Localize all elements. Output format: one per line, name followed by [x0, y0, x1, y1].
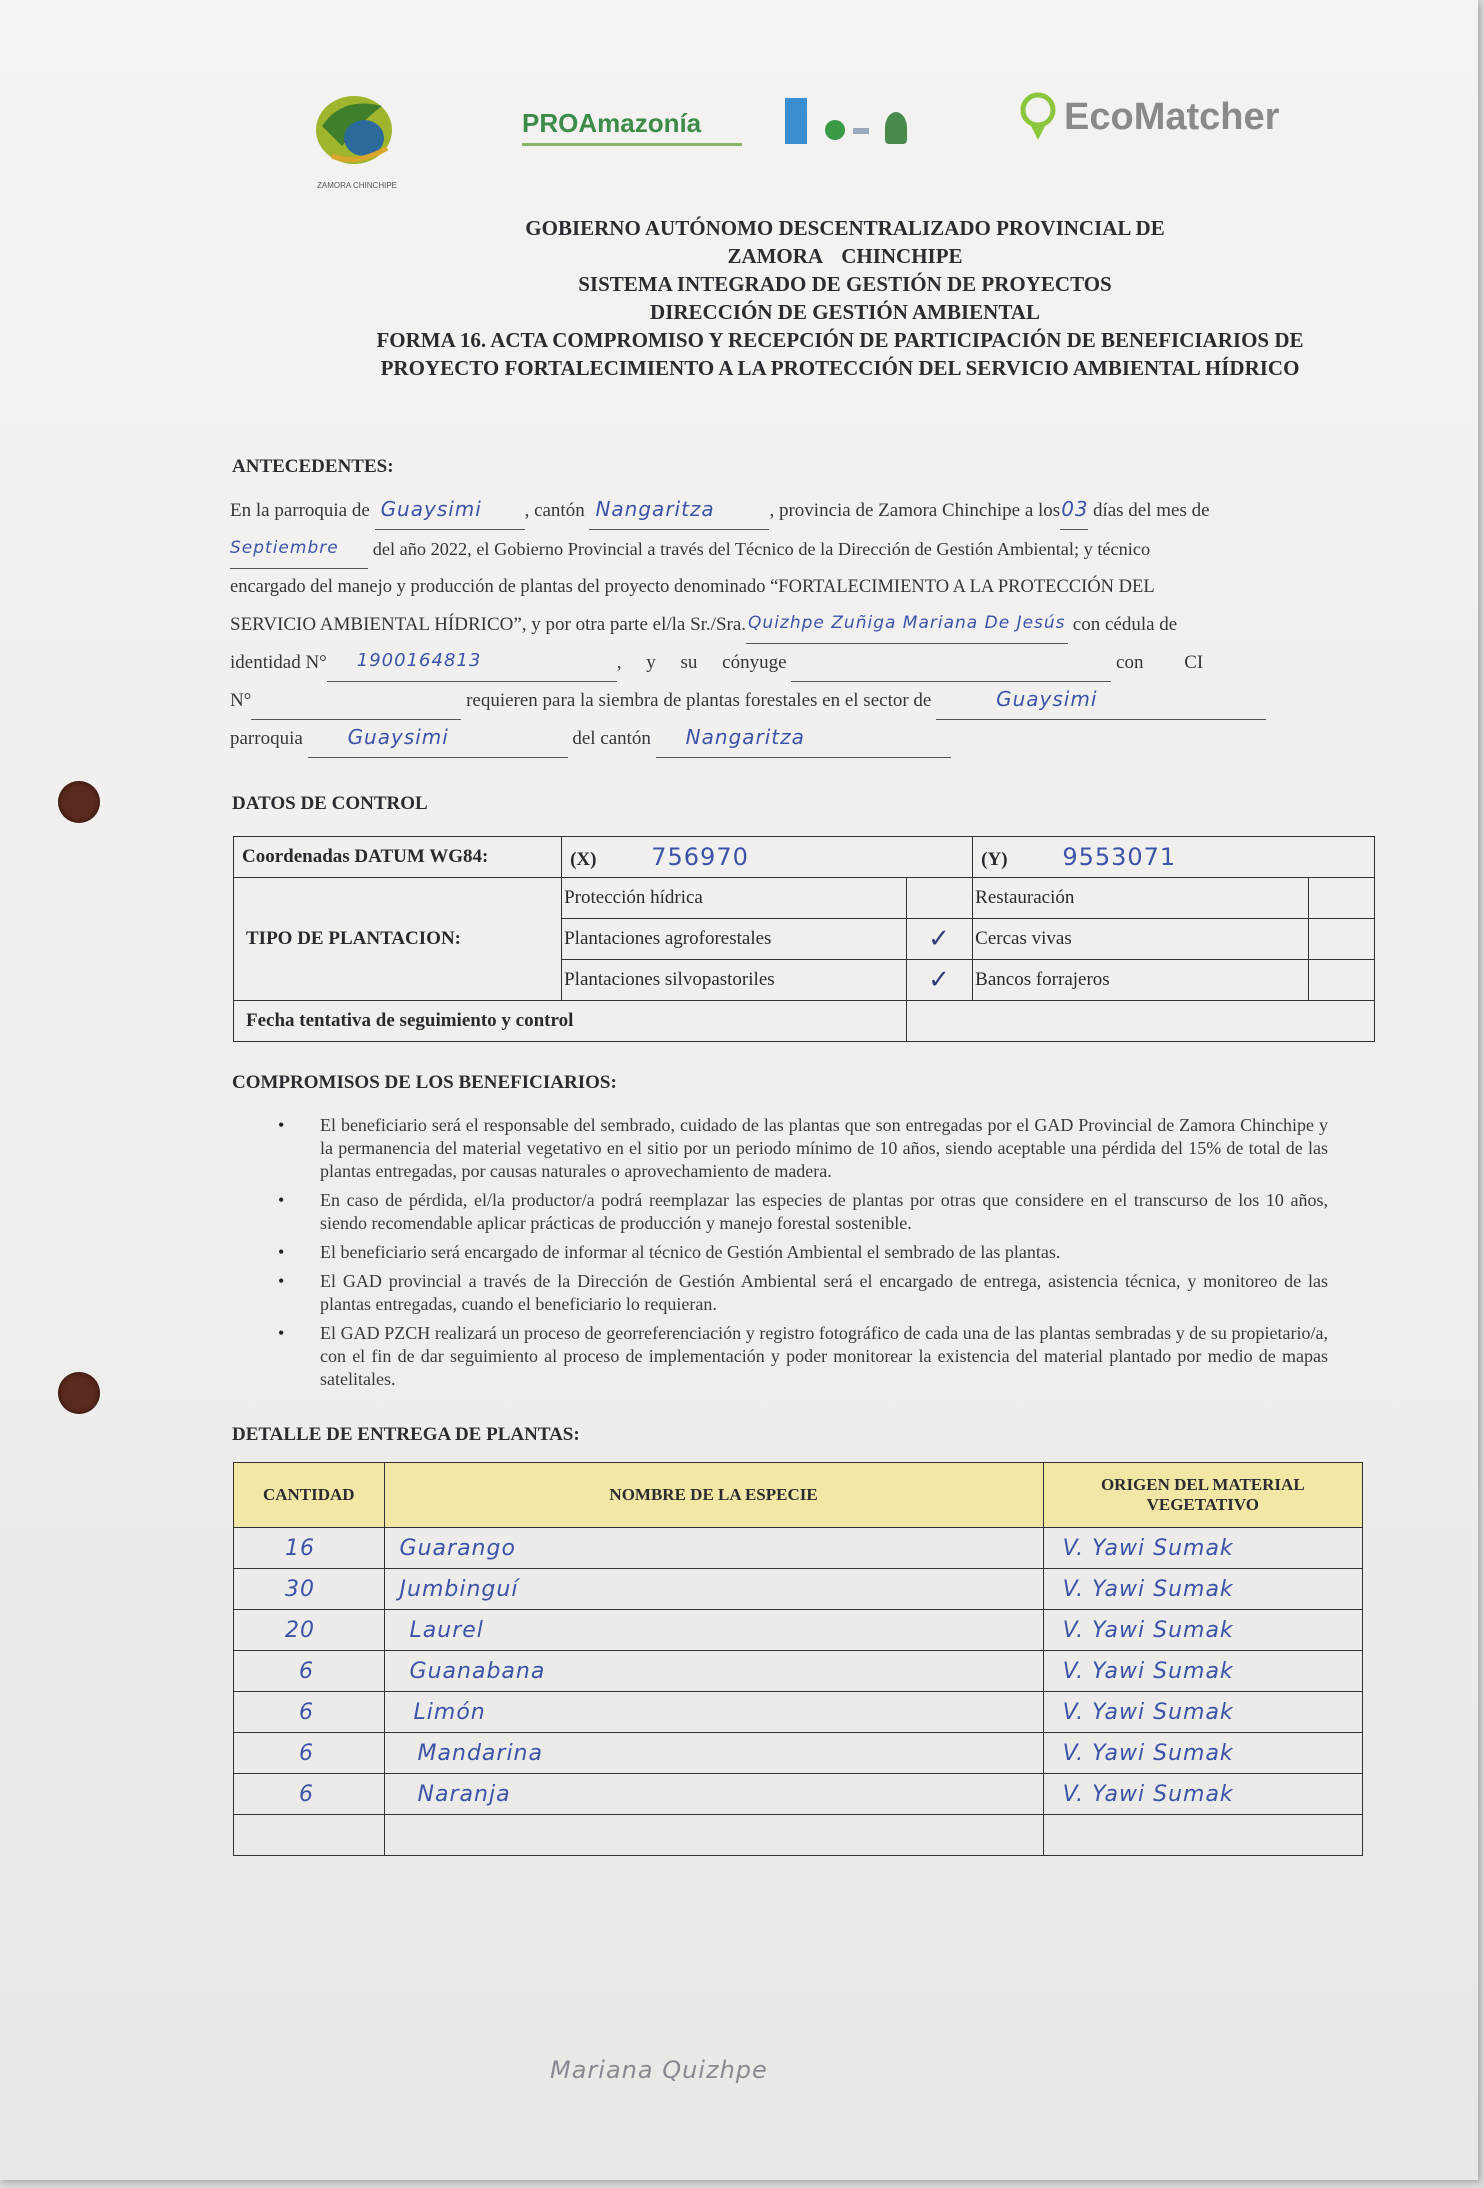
plants-table: [233, 1462, 1363, 1856]
antecedentes-line-7: parroquia Guaysimi del cantón Nangaritza: [230, 720, 1330, 758]
origen-cell[interactable]: V. Yawi Sumak: [1043, 1528, 1362, 1569]
option-restauracion: Restauración: [973, 878, 1309, 919]
especie-cell[interactable]: Jumbinguí: [384, 1569, 1043, 1610]
cantidad-cell[interactable]: 20: [234, 1610, 385, 1651]
check-agroforestales[interactable]: ✓: [906, 919, 972, 960]
table-row: [234, 1528, 1363, 1569]
proamazonia-text: PROAmazonía: [522, 108, 702, 138]
especie-cell[interactable]: Guanabana: [384, 1651, 1043, 1692]
check-silvopastoriles[interactable]: ✓: [906, 960, 972, 1001]
origen-cell[interactable]: [1043, 1815, 1362, 1856]
compromiso-item: • El GAD provincial a través de la Dirección de Gestión Ambiental será el encargado de entrega, asistencia técnica, y monitoreo de las plantas entregadas, cuando el beneficiario lo requieran.: [278, 1270, 1328, 1316]
option-cercas-vivas: Cercas vivas: [973, 919, 1309, 960]
proamazonia-logo: [522, 108, 762, 158]
undp-icon: [785, 98, 807, 144]
coord-label: Coordenadas DATUM WG84:: [234, 837, 562, 878]
compromiso-item: • En caso de pérdida, el/la productor/a podrá reemplazar las especies de plantas por otras que considere en el transcurso de los 10 años, siendo recomendable aplicar prácticas de producción y manejo forestal sostenible.: [278, 1189, 1328, 1235]
check-bancos-forrajeros[interactable]: [1309, 960, 1375, 1001]
antecedentes-line-1: En la parroquia de Guaysimi , cantón Nangaritza , provincia de Zamora Chinchipe a los 03 días del mes de: [230, 492, 1330, 530]
conyuge-ci-field[interactable]: [251, 691, 461, 720]
check-cercas-vivas[interactable]: [1309, 919, 1375, 960]
compromisos-title: COMPROMISOS DE LOS BENEFICIARIOS:: [232, 1072, 617, 1093]
ecomatcher-text: EcoMatcher: [1064, 96, 1280, 138]
col-especie: NOMBRE DE LA ESPECIE: [384, 1463, 1043, 1528]
tipo-label: TIPO DE PLANTACION:: [234, 878, 562, 1001]
antecedentes-line-5: identidad N° 1900164813 , y su cónyuge con CI: [230, 644, 1330, 682]
gad-zamora-caption: ZAMORA CHINCHIPE: [316, 181, 397, 190]
mes-field[interactable]: Septiembre: [230, 540, 368, 569]
signature: Mariana Quizhpe: [550, 2056, 768, 2084]
y-coordinate-value: 9553071: [1062, 843, 1177, 871]
option-bancos-forrajeros: Bancos forrajeros: [973, 960, 1309, 1001]
origen-cell[interactable]: V. Yawi Sumak: [1043, 1651, 1362, 1692]
check-proteccion-hidrica[interactable]: [906, 878, 972, 919]
header-line-6: PROYECTO FORTALECIMIENTO A LA PROTECCIÓN DEL SERVICIO AMBIENTAL HÍDRICO: [380, 356, 1300, 380]
origen-cell[interactable]: V. Yawi Sumak: [1043, 1774, 1362, 1815]
punch-hole-bottom: [58, 1372, 100, 1414]
header-line-3: SISTEMA INTEGRADO DE GESTIÓN DE PROYECTOS: [578, 272, 1112, 296]
antecedentes-title: ANTECEDENTES:: [232, 456, 394, 477]
green-dot-icon: [825, 120, 845, 140]
origen-cell[interactable]: V. Yawi Sumak: [1043, 1569, 1362, 1610]
parroquia2-field[interactable]: Guaysimi: [308, 729, 568, 758]
especie-cell[interactable]: Mandarina: [384, 1733, 1043, 1774]
nombre-field[interactable]: Quizhpe Zuñiga Mariana De Jesús: [746, 615, 1068, 644]
cantidad-cell[interactable]: 6: [234, 1733, 385, 1774]
logo-bar: [290, 80, 1340, 200]
cantidad-cell[interactable]: 6: [234, 1651, 385, 1692]
detalle-title: DETALLE DE ENTREGA DE PLANTAS:: [232, 1424, 580, 1445]
header-line-1: GOBIERNO AUTÓNOMO DESCENTRALIZADO PROVINCIAL DE: [525, 216, 1165, 240]
antecedentes-line-6: N° requieren para la siembra de plantas forestales en el sector de Guaysimi: [230, 682, 1330, 720]
compromisos-list: [278, 1114, 1328, 1393]
punch-hole-top: [58, 781, 100, 823]
header-line-4: DIRECCIÓN DE GESTIÓN AMBIENTAL: [650, 300, 1040, 324]
gad-zamora-logo: [302, 86, 412, 196]
cantidad-cell[interactable]: [234, 1815, 385, 1856]
option-agroforestales: Plantaciones agroforestales: [562, 919, 907, 960]
origen-cell[interactable]: V. Yawi Sumak: [1043, 1610, 1362, 1651]
x-coordinate-value: 756970: [651, 843, 749, 871]
table-row: [234, 1815, 1363, 1856]
especie-cell[interactable]: Limón: [384, 1692, 1043, 1733]
especie-cell[interactable]: Laurel: [384, 1610, 1043, 1651]
compromiso-item: • El GAD PZCH realizará un proceso de georreferenciación y registro fotográfico de cada una de las plantas sembradas y de su propietario/a, con el fin de dar seguimiento al proceso de implementación y poder monitorear la existencia del material plantado por medio de mapas satelitales.: [278, 1322, 1328, 1391]
cantidad-cell[interactable]: 16: [234, 1528, 385, 1569]
especie-cell[interactable]: [384, 1815, 1043, 1856]
document-header: [230, 214, 1450, 382]
table-row: [234, 1774, 1363, 1815]
control-title: DATOS DE CONTROL: [232, 793, 428, 814]
table-row: [234, 1569, 1363, 1610]
partner-icons: [785, 98, 925, 158]
fecha-label: Fecha tentativa de seguimiento y control: [234, 1001, 907, 1042]
option-proteccion-hidrica: Protección hídrica: [562, 878, 907, 919]
origen-cell[interactable]: V. Yawi Sumak: [1043, 1692, 1362, 1733]
cantidad-cell[interactable]: 6: [234, 1692, 385, 1733]
plant-icon: [885, 112, 907, 144]
y-coordinate-cell[interactable]: (Y) 9553071: [973, 837, 1375, 878]
canton2-field[interactable]: Nangaritza: [656, 729, 951, 758]
col-origen: ORIGEN DEL MATERIAL VEGETATIVO: [1043, 1463, 1362, 1528]
check-restauracion[interactable]: [1309, 878, 1375, 919]
gef-icon: [853, 128, 869, 134]
header-line-2: ZAMORA CHINCHIPE: [727, 244, 963, 268]
table-row: [234, 1651, 1363, 1692]
ecomatcher-logo: [1020, 90, 1340, 150]
dia-field[interactable]: 03: [1060, 501, 1088, 530]
compromiso-item: • El beneficiario será el responsable del sembrado, cuidado de las plantas que son entregadas por el GAD Provincial de Zamora Chinchipe y la permanencia del material vegetativo en el sitio por un periodo mínimo de 10 años, siendo aceptable una pérdida del 15% de total de las plantas entregadas, por causas naturales o aprovechamiento de madera.: [278, 1114, 1328, 1183]
cantidad-cell[interactable]: 6: [234, 1774, 385, 1815]
control-table: [233, 836, 1375, 1042]
conyuge-field[interactable]: [791, 653, 1111, 682]
origen-cell[interactable]: V. Yawi Sumak: [1043, 1733, 1362, 1774]
table-row: [234, 1610, 1363, 1651]
col-cantidad: CANTIDAD: [234, 1463, 385, 1528]
x-coordinate-cell[interactable]: (X) 756970: [562, 837, 973, 878]
fecha-field[interactable]: [906, 1001, 1374, 1042]
ecomatcher-pin-icon: [1020, 92, 1056, 142]
antecedentes-line-4: SERVICIO AMBIENTAL HÍDRICO”, y por otra parte el/la Sr./Sra. Quizhpe Zuñiga Mariana De Jesús con cédula de: [230, 606, 1330, 644]
header-line-5: FORMA 16. ACTA COMPROMISO Y RECEPCIÓN DE PARTICIPACIÓN DE BENEFICIARIOS DE: [376, 328, 1304, 352]
cantidad-cell[interactable]: 30: [234, 1569, 385, 1610]
antecedentes-line-3: encargado del manejo y producción de plantas del proyecto denominado “FORTALECIMIENTO A LA PROTECCIÓN DEL: [230, 577, 1155, 597]
table-row: [234, 1733, 1363, 1774]
compromiso-item: • El beneficiario será encargado de informar al técnico de Gestión Ambiental el sembrado de las plantas.: [278, 1241, 1328, 1264]
option-silvopastoriles: Plantaciones silvopastoriles: [562, 960, 907, 1001]
cedula-field[interactable]: 1900164813: [327, 653, 617, 682]
table-row: [234, 1692, 1363, 1733]
especie-cell[interactable]: Guarango: [384, 1528, 1043, 1569]
antecedentes-paragraph: [230, 492, 1330, 758]
parroquia-field[interactable]: Guaysimi: [375, 501, 525, 530]
especie-cell[interactable]: Naranja: [384, 1774, 1043, 1815]
antecedentes-line-2: Septiembre del año 2022, el Gobierno Provincial a través del Técnico de la Dirección de Gestión Ambiental; y técnico: [230, 530, 1330, 568]
sector-field[interactable]: Guaysimi: [936, 691, 1266, 720]
canton-field[interactable]: Nangaritza: [589, 501, 769, 530]
